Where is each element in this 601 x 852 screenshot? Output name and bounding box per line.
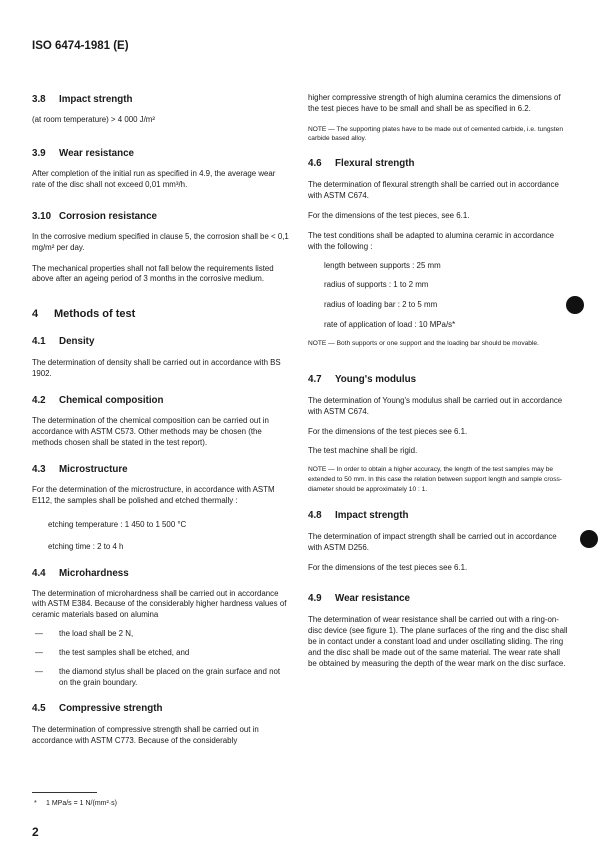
section-heading-3-10: 3.10 Corrosion resistance [32, 210, 158, 222]
compressive-strength-text: The determination of compressive strength shall be carried out in accordance with ASTM C773. Because of the considerably [32, 724, 259, 745]
flexural-condition: rate of application of load : 10 MPa/s* [324, 320, 456, 330]
chemical-composition-text: The determination of the chemical composition can be carried out in accordance with ASTM C573. Other methods may be chosen (the methods chosen shall be stated in the test report). [32, 416, 269, 447]
list-item: — the load shall be 2 N, [35, 629, 134, 639]
flexural-note: NOTE — Both supports or one support and the loading bar should be movable. [308, 340, 539, 348]
wear-test-text: The determination of wear resistance shall be carried out with a ring-on-disc device (see figure 1). The plane surfaces of the ring and the disc shall be in contact under a constant load and under oscillating sliding. The ring and the disc shall be made out of the same material. The wear rate shall be obtained by measuring the depth of the wear mark on the disc surface. [308, 614, 568, 668]
section-heading-4-8: 4.8 Impact strength [308, 510, 409, 522]
microhardness-text: The determination of microhardness shall be carried out in accordance with ASTM E384. Because of the considerably higher hardness values of ceramic materials based on alumina [32, 588, 287, 620]
right-column [308, 93, 570, 669]
youngs-modulus-text-2: For the dimensions of the test pieces see 6.1. [308, 426, 468, 436]
section-heading-4-9: 4.9 Wear resistance [308, 592, 410, 604]
impact-test-text-2: For the dimensions of the test pieces see 6.1. [308, 562, 468, 572]
impact-test-text-1: The determination of impact strength shall be carried out in accordance with ASTM D256. [308, 532, 557, 553]
youngs-modulus-text-1: The determination of Young's modulus shall be carried out in accordance with ASTM C674. [308, 395, 563, 416]
section-heading-4: 4 Methods of test [32, 308, 136, 321]
section-heading-4-3: 4.3 Microstructure [32, 463, 128, 475]
footnote: * 1 MPa/s = 1 N/(mm²·s) [34, 800, 117, 807]
page-number: 2 [32, 825, 39, 839]
left-column [32, 94, 290, 747]
flexural-condition: radius of loading bar : 2 to 5 mm [324, 300, 438, 310]
youngs-modulus-text-3: The test machine shall be rigid. [308, 446, 418, 456]
compressive-strength-continued: higher compressive strength of high alumina ceramics the dimensions of the test pieces have to be small and shall be as specified in 6.2. [308, 93, 561, 113]
section-heading-4-4: 4.4 Microhardness [32, 567, 129, 579]
etching-temperature: etching temperature : 1 450 to 1 500 °C [48, 519, 187, 529]
section-heading-4-6: 4.6 Flexural strength [308, 158, 415, 169]
wear-resistance-text: After completion of the initial run as specified in 4.9, the average wear rate of the disc shall not exceed 0,01 mm³/h. [32, 168, 276, 189]
flexural-condition: length between supports : 25 mm [324, 260, 441, 270]
section-heading-4-2: 4.2 Chemical composition [32, 395, 164, 407]
list-item: — the test samples shall be etched, and [35, 648, 190, 658]
corrosion-text-2: The mechanical properties shall not fall below the requirements listed above after an ageing period of 3 months in the corrosive medium. [32, 263, 274, 284]
section-heading-4-7: 4.7 Young's modulus [308, 373, 417, 385]
impact-strength-value: (at room temperature) > 4 000 J/m² [32, 115, 156, 124]
section-heading-3-8: 3.8 Impact strength [32, 94, 133, 105]
scan-mark-dot [566, 296, 584, 314]
section-heading-4-5: 4.5 Compressive strength [32, 702, 163, 714]
section-heading-3-9: 3.9 Wear resistance [32, 147, 134, 159]
page-header: ISO 6474-1981 (E) [32, 40, 129, 52]
flexural-text-3: The test conditions shall be adapted to alumina ceramic in accordance with the following : [308, 230, 555, 251]
footnote-divider [32, 792, 97, 793]
youngs-modulus-note: NOTE — In order to obtain a higher accuracy, the length of the test samples may be extended to 50 mm. In this case the relation between support length and sample cross-diameter should be approximately 10 : 1. [308, 466, 563, 493]
list-item: — the diamond stylus shall be placed on the grain surface and not on the grain boundary. [35, 667, 281, 687]
flexural-condition: radius of supports : 1 to 2 mm [324, 280, 429, 290]
section-heading-4-1: 4.1 Density [32, 336, 95, 348]
scan-mark-dot [580, 530, 598, 548]
compressive-note: NOTE — The supporting plates have to be made out of cemented carbide, i.e. tungsten carbide based alloy. [308, 125, 563, 143]
etching-time: etching time : 2 to 4 h [48, 541, 124, 551]
density-text: The determination of density shall be carried out in accordance with BS 1902. [32, 358, 281, 379]
microstructure-text: For the determination of the microstructure, in accordance with ASTM E112, the samples shall be polished and etched thermally : [32, 484, 275, 505]
flexural-text-2: For the dimensions of the test pieces, see 6.1. [308, 210, 470, 220]
flexural-text-1: The determination of flexural strength shall be carried out in accordance with ASTM C674. [308, 180, 559, 200]
corrosion-text-1: In the corrosive medium specified in clause 5, the corrosion shall be < 0,1 mg/m² per day. [32, 231, 289, 252]
